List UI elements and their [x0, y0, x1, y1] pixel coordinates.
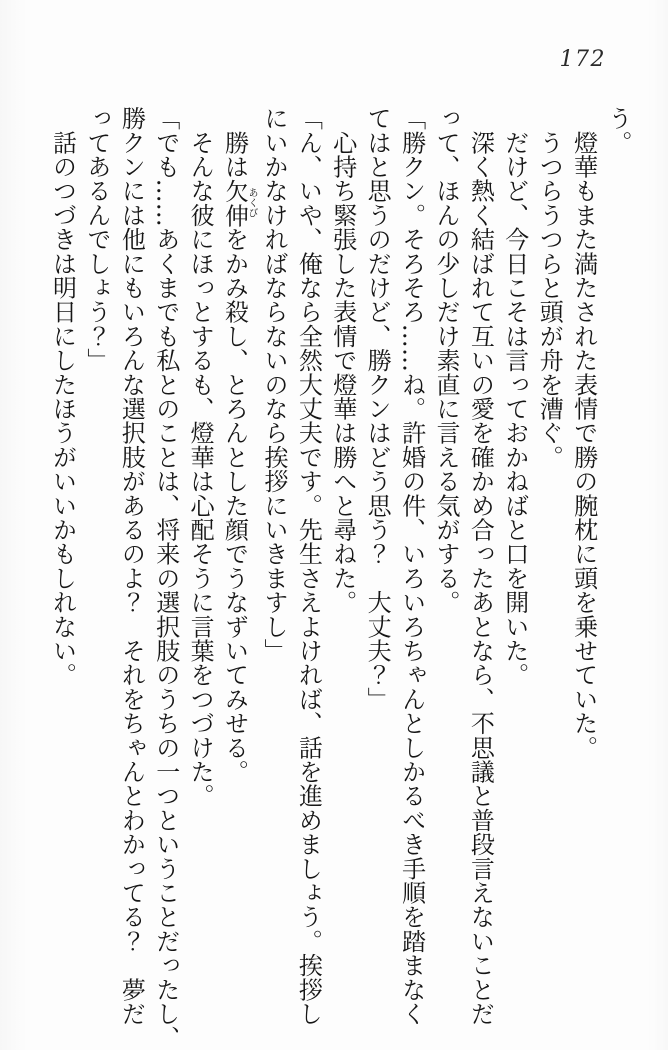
- text-line: 勝は欠伸あくびをかみ殺し、とろんとした顔でうなずいてみせる。: [220, 106, 258, 784]
- text-line: うつらうつらと頭が舟を漕ぐ。: [535, 106, 564, 469]
- text-line: って、ほんの少しだけ素直に言える気がする。: [431, 106, 460, 615]
- text-line: ってあるんでしょう？」: [82, 106, 111, 373]
- text-line: 勝クンには他にもいろんな選択肢があるのよ？ それをちゃんとわかってる？ 夢だ: [117, 106, 146, 1026]
- text-line: 「勝クン。そろそろ……ね。許婚の件、いろいろちゃんとしかるべき手順を踏まなく: [397, 106, 426, 1026]
- vertical-text-block: [45, 106, 635, 1050]
- text-line: にいかなければならないのなら挨拶にいきますし」: [259, 106, 288, 663]
- page-number: 172: [559, 47, 606, 72]
- text-line: そんな彼にほっとするも、燈華は心配そうに言葉をつづけた。: [186, 106, 215, 808]
- furigana-ruby: 欠伸あくび: [220, 178, 258, 228]
- text-line: だけど、今日こそは言っておかねばと口を開いた。: [500, 106, 529, 687]
- text-line: 心持ち緊張した表情で燈華は勝へと尋ねた。: [328, 106, 357, 615]
- text-line: てはと思うのだけど、勝クンはどう思う？ 大丈夫？」: [363, 106, 392, 711]
- text-line: 燈華もまた満たされた表情で勝の腕枕に頭を乗せていた。: [569, 106, 598, 760]
- text-line: う。: [604, 106, 632, 155]
- text-line: 話のつづきは明日にしたほうがいいかもしれない。: [48, 106, 77, 687]
- text-line: 「でも……あくまでも私とのことは、将来の選択肢のうちの一つということだったし、: [151, 106, 180, 1050]
- text-line: 「ん、いや、俺なら全然大丈夫です。先生さえよければ、話を進めましょう。挨拶し: [294, 106, 323, 1026]
- text-line: 深く熱く結ばれて互いの愛を確かめ合ったあとなら、不思議と普段言えないことだ: [466, 106, 495, 1026]
